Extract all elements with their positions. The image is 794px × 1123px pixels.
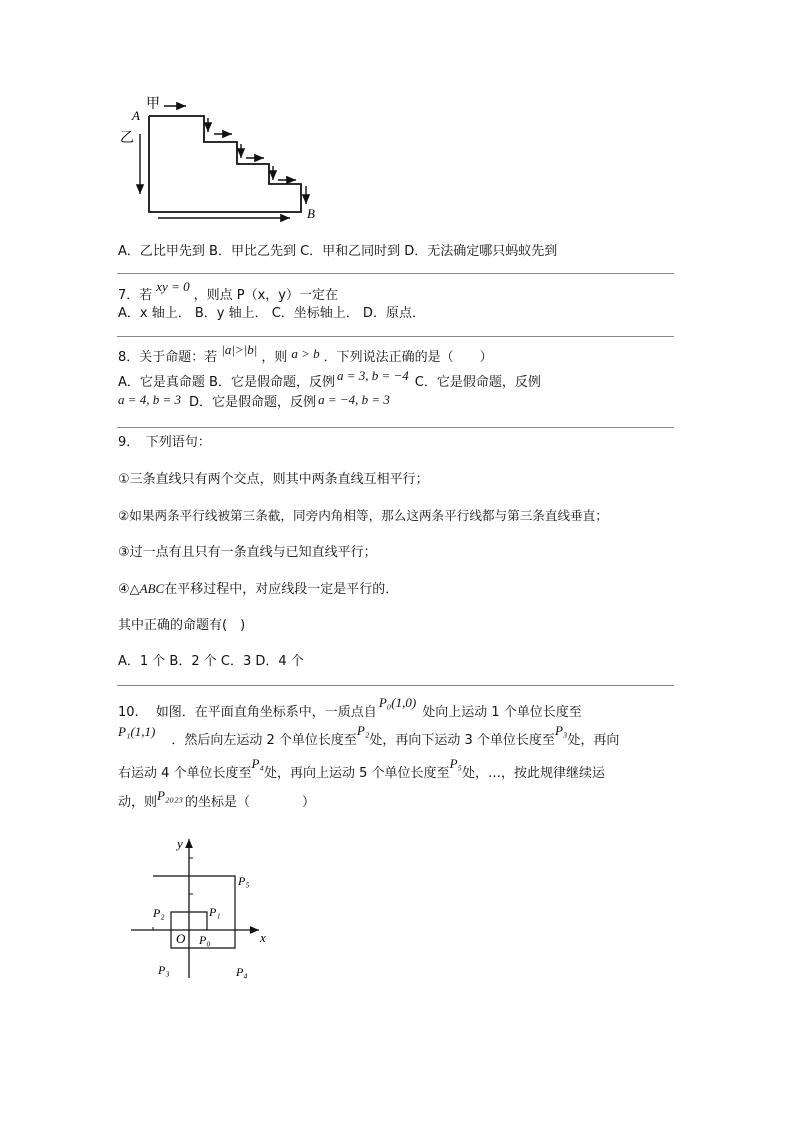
q8-suffix: ．下列说法正确的是（ ）	[323, 350, 493, 365]
y-axis-label: y	[177, 836, 183, 851]
q10-l3-mid: 处，再向上运动 5 个单位长度至	[264, 766, 450, 781]
q10-l2-mid: ．然后向左运动 2 个单位长度至	[171, 733, 357, 748]
q8-options-line2	[118, 393, 390, 412]
divider	[117, 273, 674, 274]
q10-l3-end: 处，…，按此规律继续运	[462, 766, 606, 781]
stair-outline	[149, 116, 301, 212]
divider	[117, 336, 674, 337]
q8-cond: |a|>|b|	[221, 342, 258, 357]
q8-prefix: 8．关于命题：若	[118, 350, 218, 365]
x-axis-label: x	[260, 930, 266, 945]
q8-opt-ab: A．它是真命题 B．它是假命题，反例	[118, 375, 335, 390]
p3-label: P₃	[158, 963, 170, 977]
label-jia: 甲	[146, 96, 160, 112]
q9-statement-1: ①三条直线只有两个交点，则其中两条直线互相平行；	[118, 472, 429, 487]
q10-p2: P₂	[356, 723, 370, 738]
q10-p5: P₅	[449, 756, 463, 771]
p4-label: P₄	[236, 965, 248, 979]
q8-ex1: a = 3, b = −4	[336, 368, 409, 383]
q10-l3-pre: 右运动 4 个单位长度至	[118, 766, 252, 781]
q10-l4-pre: 动，则	[118, 795, 158, 810]
stair-figure	[118, 94, 328, 226]
q6-options: A．乙比甲先到 B．甲比乙先到 C．甲和乙同时到 D．无法确定哪只蚂蚁先到	[118, 244, 558, 259]
q7-stem	[118, 279, 338, 305]
q9-ask: 其中正确的命题有( )	[118, 618, 246, 633]
p1-label: P₁	[209, 905, 221, 919]
q10-p3: P₃	[554, 723, 568, 738]
q8-middle: ，则	[261, 350, 288, 365]
q10-line1	[118, 695, 582, 722]
q8-options-line1	[118, 368, 541, 392]
q8-ex2: a = 4, b = 3	[118, 392, 182, 407]
q7-formula: xy = 0	[156, 279, 190, 294]
q10-line3	[118, 756, 606, 783]
q10-l1-pre: 10. 如图．在平面直角坐标系中，一质点自	[118, 705, 377, 720]
divider	[117, 685, 674, 686]
q9-s4-abc: ABC	[139, 581, 165, 596]
q8-opt-d: D．它是假命题，反例	[189, 395, 317, 410]
q9-s4-pre: ④△	[118, 582, 140, 597]
q10-l1-post: 处向上运动 1 个单位长度至	[422, 705, 582, 720]
label-a: A	[132, 108, 140, 123]
q10-p2023: P₂₀₂₃	[157, 788, 184, 803]
spiral-path	[153, 876, 235, 948]
label-yi: 乙	[120, 130, 134, 146]
q9-statement-2: ②如果两条平行线被第三条截，同旁内角相等，那么这两条平行线都与第三条直线垂直；	[118, 508, 608, 523]
q7-prefix: 7．若	[118, 288, 153, 303]
q9-statement-4	[118, 580, 398, 599]
q9-statement-3: ③过一点有且只有一条直线与已知直线平行；	[118, 545, 377, 560]
q8-concl: a > b	[291, 346, 320, 361]
divider	[117, 427, 674, 428]
q9-options: A．1 个 B．2 个 C．3 D．4 个	[118, 654, 304, 669]
q10-l2-mid2: 处，再向下运动 3 个单位长度至	[369, 733, 555, 748]
p0-label: P₀	[199, 933, 211, 947]
q10-l4-post: 的坐标是（ ）	[185, 795, 316, 810]
q10-p1: P₁(1,1)	[118, 724, 156, 739]
origin-label: O	[176, 931, 186, 946]
coordinate-figure	[125, 833, 285, 983]
q9-stem: 9． 下列语句：	[118, 435, 211, 450]
p5-label: P₅	[238, 874, 250, 888]
q10-line2	[118, 723, 620, 750]
label-b: B	[307, 206, 315, 221]
q10-l2-end: 处，再向	[567, 733, 620, 748]
p2-label: P₂	[153, 906, 165, 920]
q8-ex3: a = −4, b = 3	[318, 392, 390, 407]
q7-suffix: ，则点 P（x，y）一定在	[193, 288, 338, 303]
q10-p4: P₄	[251, 756, 265, 771]
q10-line4	[118, 788, 316, 812]
q8-opt-c: C．它是假命题，反例	[414, 375, 541, 390]
q8-stem	[118, 342, 493, 367]
q10-p0: P₀(1,0)	[378, 695, 417, 710]
q7-options: A．x 轴上． B．y 轴上． C．坐标轴上． D．原点．	[118, 306, 425, 321]
q9-s4-post: 在平移过程中，对应线段一定是平行的．	[164, 582, 399, 597]
